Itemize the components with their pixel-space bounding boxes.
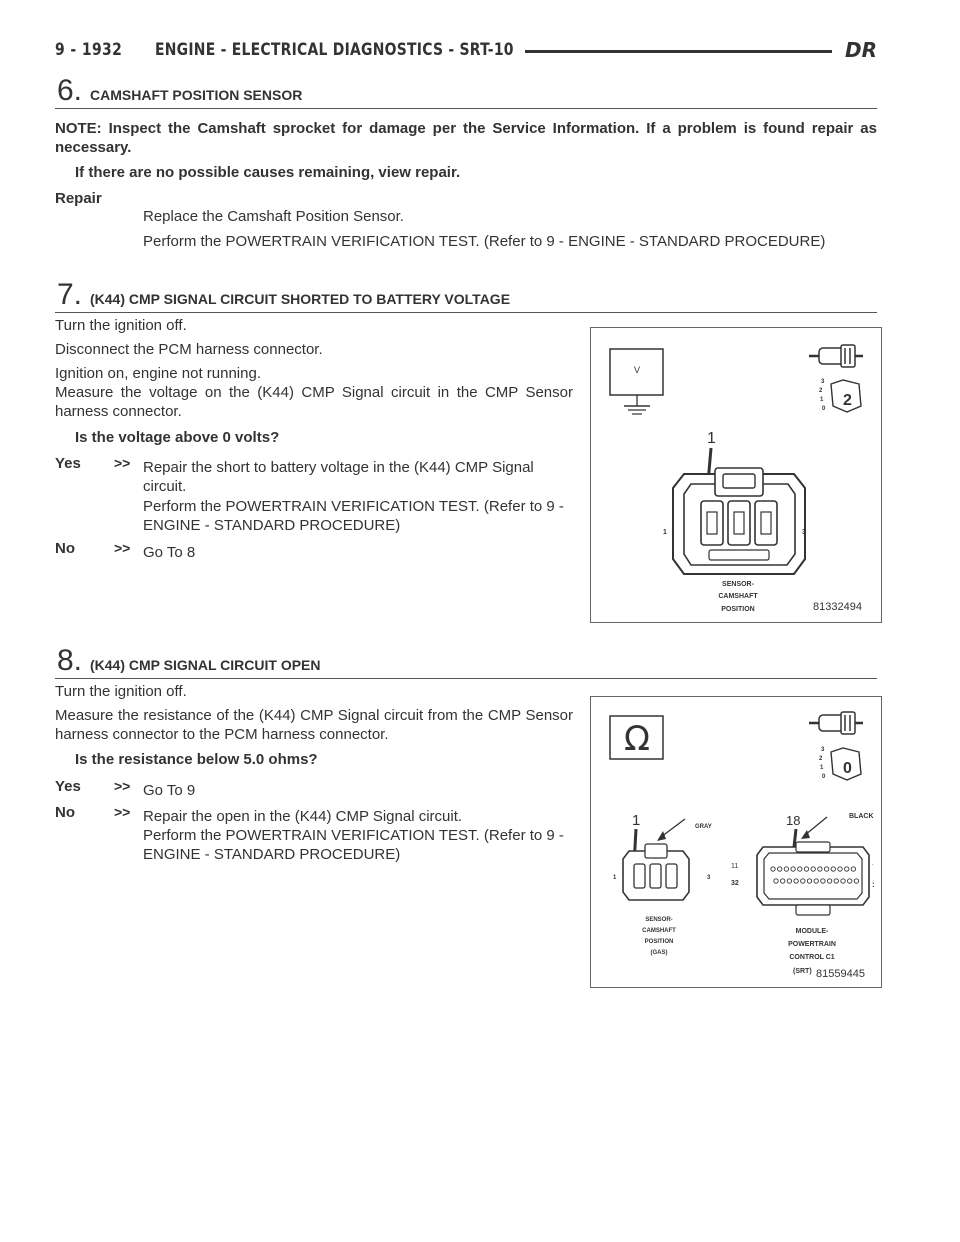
no-text-2: Perform the POWERTRAIN VERIFICATION TEST. (Refer to 9 - ENGINE - STANDARD PROCEDURE) (143, 827, 564, 863)
yes-arrow: >> (114, 455, 131, 471)
pcm-row-label-top: 11 (731, 863, 739, 870)
pcm-pin (851, 867, 855, 871)
pcm-pin (818, 867, 822, 871)
svg-text:POSITION: POSITION (644, 939, 674, 945)
left-pin-label-left: 1 (613, 875, 617, 881)
caption-line-3: POSITION (721, 606, 755, 613)
pin-label-right: 3 (802, 529, 806, 536)
figure-drawing (591, 328, 881, 622)
svg-text:3: 3 (821, 747, 825, 753)
svg-text:POWERTRAIN: POWERTRAIN (788, 941, 836, 948)
svg-text:0: 0 (822, 774, 826, 780)
no-label: No (55, 804, 75, 821)
caption-line-2: CAMSHAFT (718, 593, 758, 600)
svg-text:(SRT): (SRT) (793, 968, 812, 975)
svg-text:CONTROL C1: CONTROL C1 (789, 954, 835, 961)
svg-text:CAMSHAFT: CAMSHAFT (642, 928, 676, 934)
svg-text:1: 1 (820, 397, 824, 403)
ignition-key-icon (819, 379, 861, 412)
pcm-pin (787, 879, 791, 883)
pcm-c1-connector (757, 842, 869, 915)
pcm-pin (811, 867, 815, 871)
svg-text:3: 3 (821, 379, 825, 385)
no-arrow: >> (114, 804, 131, 820)
pin-label-left: 1 (663, 529, 667, 536)
no-text-1: Repair the open in the (K44) CMP Signal circuit. (143, 808, 463, 825)
left-wire-color: GRAY (695, 824, 712, 830)
no-text: Go To 8 (143, 544, 196, 561)
cmp-sensor-connector (623, 844, 689, 900)
step-7-question: Is the voltage above 0 volts? (75, 429, 280, 446)
pcm-pin (834, 879, 838, 883)
yes-text-2: Perform the POWERTRAIN VERIFICATION TEST. (Refer to 9 - ENGINE - STANDARD PROCEDURE) (143, 498, 564, 534)
pcm-pin (804, 867, 808, 871)
svg-text:1: 1 (820, 765, 824, 771)
figure-id: 81332494 (813, 601, 862, 613)
svg-text:0: 0 (822, 406, 826, 412)
pcm-pin (801, 879, 805, 883)
pcm-pin (845, 867, 849, 871)
repair-label: Repair (55, 190, 102, 207)
step-title: (K44) CMP SIGNAL CIRCUIT SHORTED TO BATTERY VOLTAGE (90, 291, 511, 307)
pcm-pin (778, 867, 782, 871)
step-7-line-4: Measure the voltage on the (K44) CMP Signal circuit in the CMP Sensor harness connector. (55, 384, 573, 420)
step-8-heading (55, 646, 877, 679)
left-callout: 1 (632, 812, 641, 829)
svg-text:2: 2 (819, 388, 823, 394)
step-number: 8. (57, 644, 83, 677)
header-rule (525, 50, 832, 53)
step-8-question: Is the resistance below 5.0 ohms? (75, 751, 318, 768)
svg-text:0: 0 (843, 760, 852, 777)
repair-line-2: Perform the POWERTRAIN VERIFICATION TEST. (Refer to 9 - ENGINE - STANDARD PROCEDURE) (143, 233, 826, 250)
step-6-note: NOTE: Inspect the Camshaft sprocket for damage per the Service Information. If a problem is found repair as necessary. (55, 120, 877, 156)
svg-text:MODULE-: MODULE- (795, 928, 829, 935)
pin-callout: 1 (707, 430, 716, 447)
pcm-pin (838, 867, 842, 871)
step-8-line-2: Measure the resistance of the (K44) CMP Signal circuit from the CMP Sensor harness connector to the PCM harness connector. (55, 707, 573, 743)
step-6-heading (55, 76, 877, 109)
step-title: CAMSHAFT POSITION SENSOR (90, 87, 303, 103)
pcm-pin (821, 879, 825, 883)
repair-line-1: Replace the Camshaft Position Sensor. (143, 208, 404, 225)
pcm-pin (848, 879, 852, 883)
figure-cmp-resistance (590, 696, 882, 988)
yes-arrow: >> (114, 778, 131, 794)
step-title: (K44) CMP SIGNAL CIRCUIT OPEN (90, 657, 321, 673)
step-8-line-1: Turn the ignition off. (55, 683, 187, 700)
right-wire-color: BLACK (849, 813, 874, 820)
yes-text-1: Repair the short to battery voltage in the (K44) CMP Signal circuit. (143, 459, 534, 495)
pcm-pin (831, 867, 835, 871)
svg-text::: : (872, 880, 875, 889)
yes-label: Yes (55, 455, 81, 472)
step-7-line-3: Ignition on, engine not running. (55, 365, 261, 382)
connector-icon (809, 345, 863, 367)
step-number: 6. (57, 74, 83, 107)
caption-line-1: SENSOR- (722, 581, 754, 588)
model-logo: DR (844, 38, 877, 62)
step-7-line-2: Disconnect the PCM harness connector. (55, 341, 323, 358)
pcm-pin (771, 867, 775, 871)
page-number: 9 - 1932 (55, 40, 123, 60)
voltmeter-symbol: V (633, 365, 641, 375)
step-number: 7. (57, 278, 83, 311)
step-7-heading (55, 280, 877, 313)
pcm-pin (791, 867, 795, 871)
section-title: ENGINE - ELECTRICAL DIAGNOSTICS - SRT-10 (155, 40, 514, 60)
pcm-pin (814, 879, 818, 883)
cmp-sensor-connector (673, 468, 805, 574)
pcm-pin (798, 867, 802, 871)
svg-text:.: . (872, 861, 874, 867)
connector-icon (809, 712, 863, 734)
pcm-pin (781, 879, 785, 883)
yes-label: Yes (55, 778, 81, 795)
left-pin-label-right: 3 (707, 875, 711, 881)
right-callout: 18 (786, 813, 801, 828)
pcm-pin (854, 879, 858, 883)
pcm-row-label-bottom: 32 (731, 880, 739, 887)
pcm-pin (794, 879, 798, 883)
figure-id: 81559445 (816, 968, 865, 980)
svg-text:2: 2 (843, 392, 852, 409)
pcm-pin (784, 867, 788, 871)
step-7-line-1: Turn the ignition off. (55, 317, 187, 334)
pcm-pin (841, 879, 845, 883)
ignition-key-icon (819, 747, 861, 780)
figure-cmp-voltage (590, 327, 882, 623)
svg-text:SENSOR-: SENSOR- (645, 917, 673, 923)
step-6-question: If there are no possible causes remaining, view repair. (75, 164, 461, 181)
svg-text:(GAS): (GAS) (650, 950, 668, 956)
pcm-pin (774, 879, 778, 883)
no-label: No (55, 540, 75, 557)
ohmmeter-symbol: Ω (624, 719, 650, 759)
yes-text: Go To 9 (143, 782, 196, 799)
pcm-pin (807, 879, 811, 883)
pcm-pin (827, 879, 831, 883)
no-arrow: >> (114, 540, 131, 556)
figure-drawing (591, 697, 881, 987)
svg-text:2: 2 (819, 756, 823, 762)
page-header (55, 38, 877, 68)
pcm-pin (824, 867, 828, 871)
